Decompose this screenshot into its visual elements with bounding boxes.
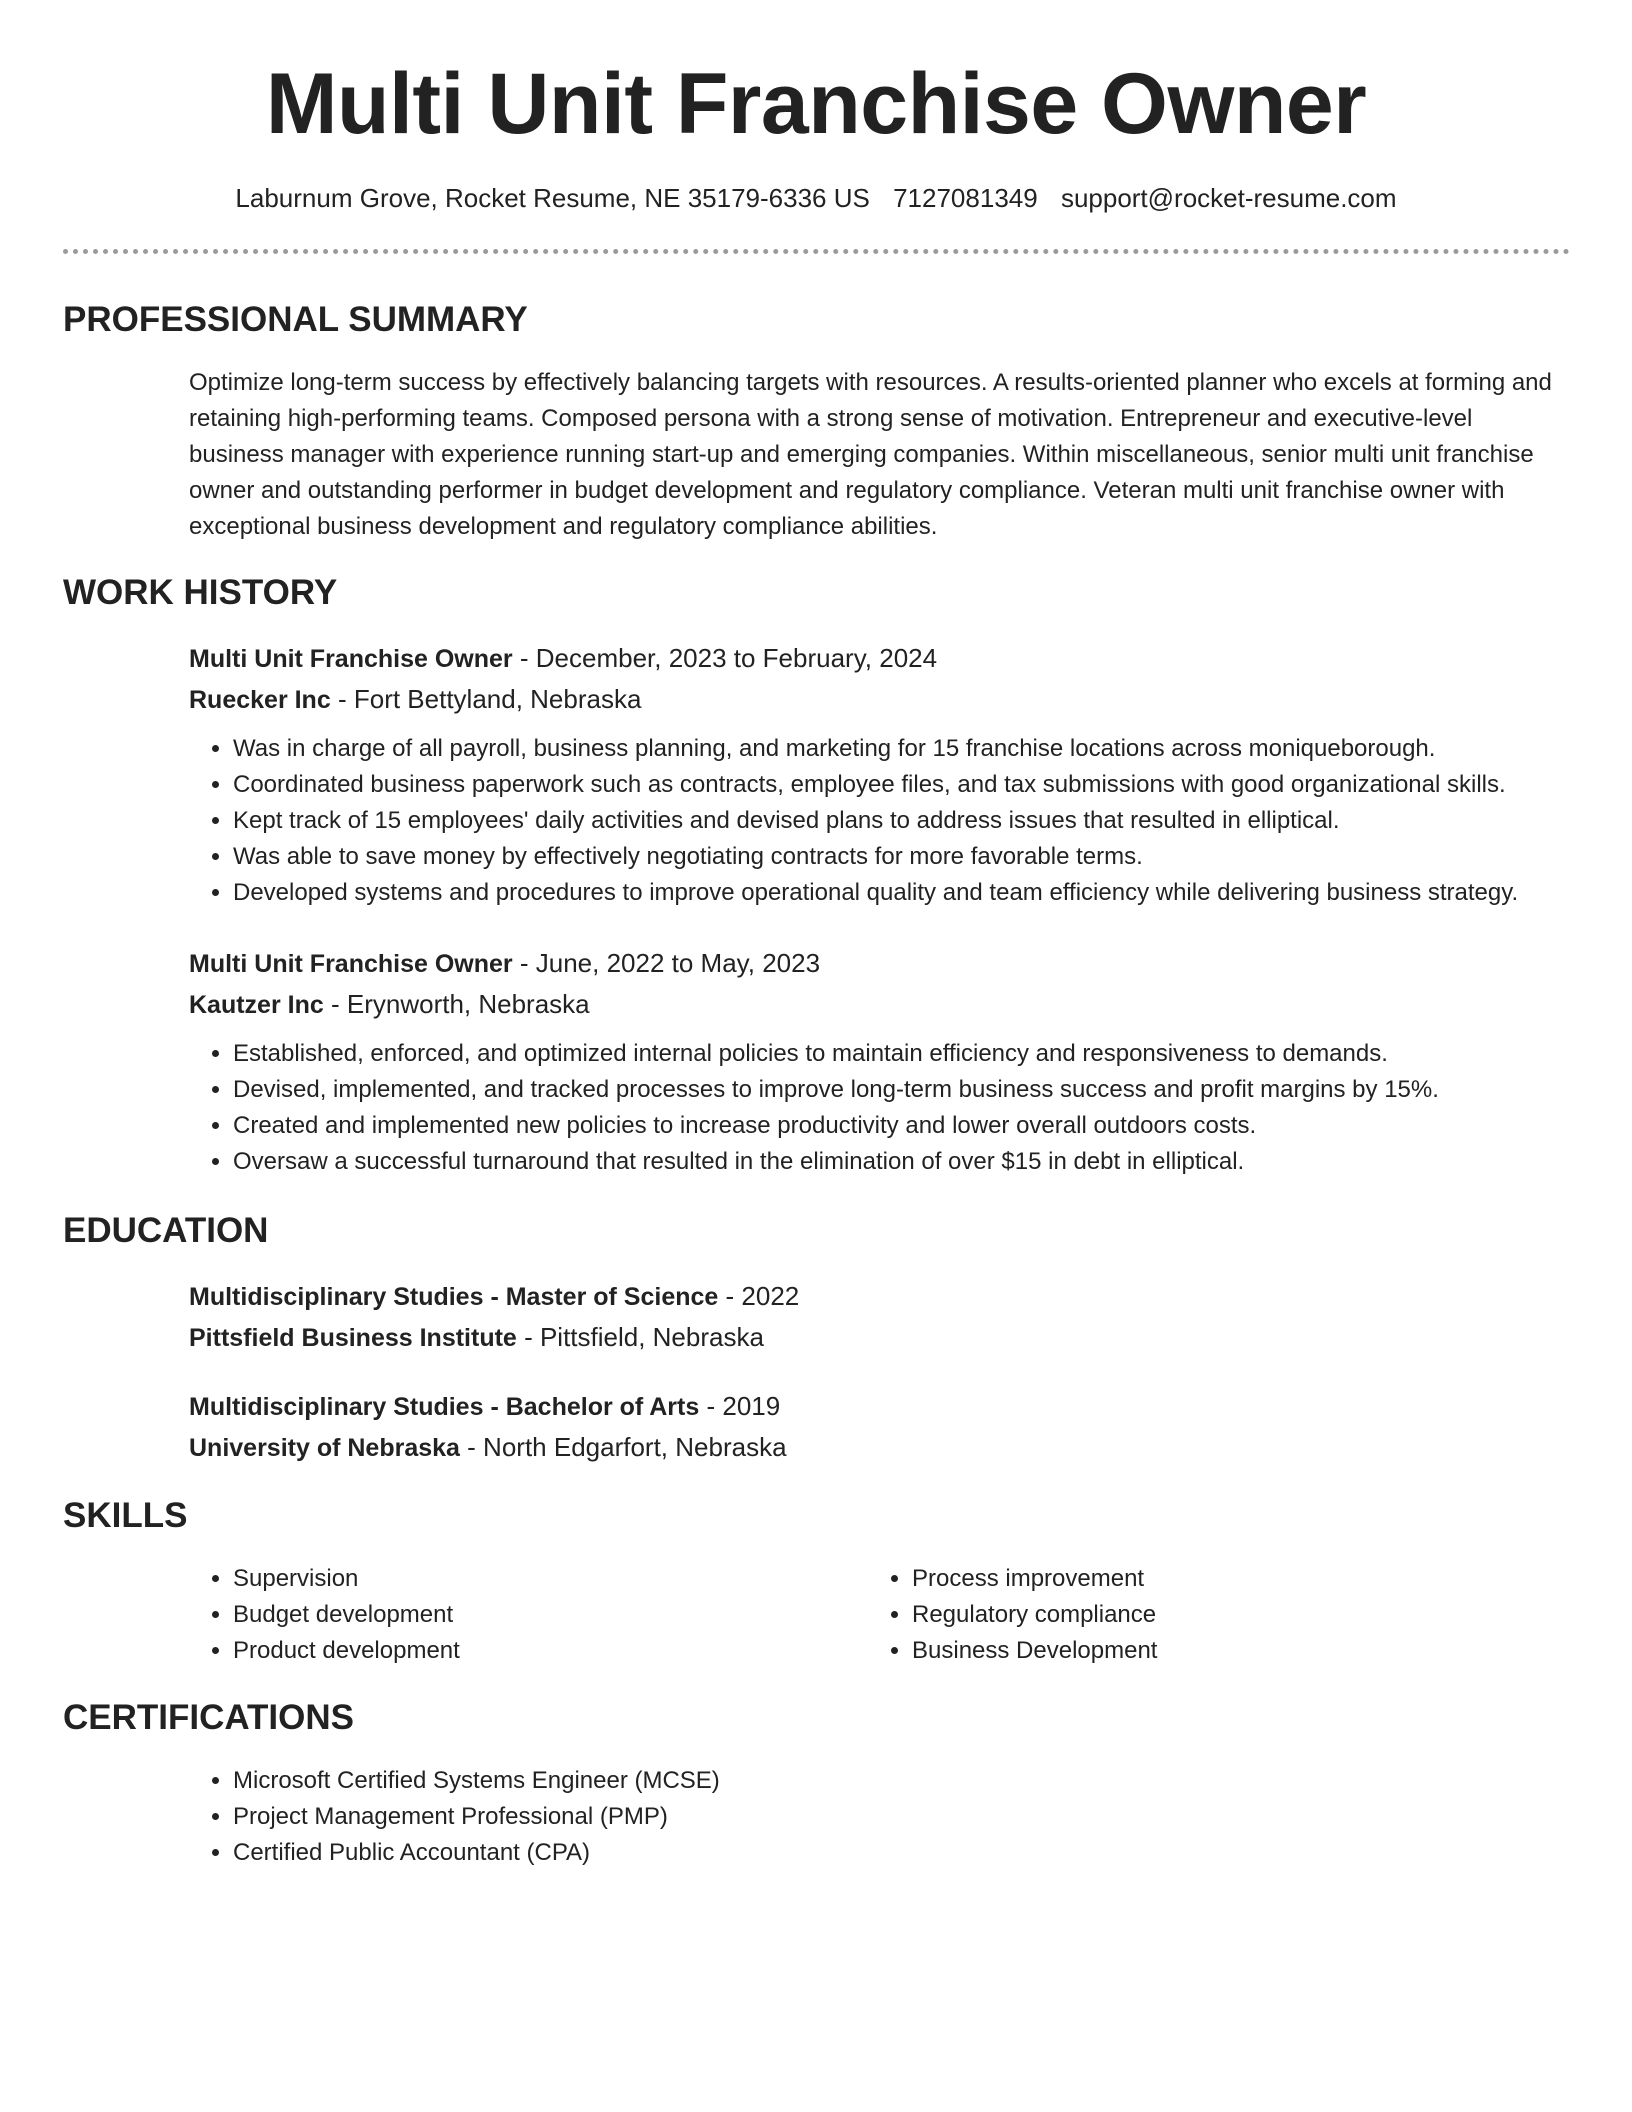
education-year: - 2019 (699, 1391, 781, 1421)
job-bullets (189, 731, 1632, 911)
skills-list-left (189, 1561, 460, 1669)
job-entry (189, 943, 1579, 1025)
education-entry (189, 1276, 1579, 1358)
resume-name: Multi Unit Franchise Owner (265, 56, 1367, 152)
education-year: - 2022 (718, 1281, 800, 1311)
contact-address: Laburnum Grove, Rocket Resume, NE 35179-6336 US (235, 183, 870, 213)
education-location: - North Edgarfort, Nebraska (459, 1432, 787, 1462)
job-bullets (189, 1036, 1632, 1180)
skill-item: • Supervision (233, 1561, 460, 1597)
skills-list-right (868, 1561, 1157, 1669)
job-dates: - June, 2022 to May, 2023 (512, 948, 821, 978)
education-school-line (189, 1317, 1579, 1358)
job-title-line (189, 943, 1579, 984)
job-company-line (189, 984, 1579, 1025)
contact-line (0, 180, 1632, 216)
certification-item: • Project Management Professional (PMP) (233, 1799, 720, 1835)
education-degree: Multidisciplinary Studies - Master of Science (189, 1283, 719, 1311)
job-role: Multi Unit Franchise Owner (189, 950, 513, 978)
list-item: • Was in charge of all payroll, business planning, and marketing for 15 franchise locations across moniqueborough. (233, 731, 1632, 767)
contact-email: support@rocket-resume.com (1060, 183, 1397, 213)
section-title-work-history: WORK HISTORY (63, 573, 338, 612)
contact-phone: 7127081349 (893, 183, 1038, 213)
list-item: • Established, enforced, and optimized internal policies to maintain efficiency and responsiveness to demands. (233, 1036, 1632, 1072)
list-item: • Developed systems and procedures to improve operational quality and team efficiency while delivering business strategy. (233, 875, 1632, 911)
skill-item: • Business Development (912, 1633, 1157, 1669)
list-item: • Oversaw a successful turnaround that resulted in the elimination of over $15 in debt in elliptical. (233, 1144, 1632, 1180)
education-school: Pittsfield Business Institute (189, 1324, 517, 1352)
job-dates: - December, 2023 to February, 2024 (512, 643, 938, 673)
job-company: Ruecker Inc (189, 686, 331, 714)
job-title-line (189, 638, 1579, 679)
education-degree: Multidisciplinary Studies - Bachelor of Arts (189, 1393, 700, 1421)
certification-item: • Certified Public Accountant (CPA) (233, 1835, 720, 1871)
summary-text: Optimize long-term success by effectively balancing targets with resources. A results-oriented planner who excels at forming and retaining high-performing teams. Composed persona with a strong sense of motivation. Entrepreneur and executive-level business manager with experience running start-up and emerging companies. Within miscellaneous, senior multi unit franchise owner and outstanding performer in budget development and regulatory compliance. Veteran multi unit franchise owner with exceptional business development and regulatory compliance abilities. (189, 369, 1552, 540)
job-role: Multi Unit Franchise Owner (189, 645, 513, 673)
education-school-line (189, 1427, 1579, 1468)
list-item: • Kept track of 15 employees' daily activities and devised plans to address issues that resulted in elliptical. (233, 803, 1632, 839)
education-entry (189, 1386, 1579, 1468)
skill-item: • Product development (233, 1633, 460, 1669)
section-title-skills: SKILLS (63, 1496, 188, 1535)
list-item: • Created and implemented new policies to increase productivity and lower overall outdoors costs. (233, 1108, 1632, 1144)
job-entry (189, 638, 1579, 720)
section-title-education: EDUCATION (63, 1211, 269, 1250)
education-degree-line (189, 1276, 1579, 1317)
job-company: Kautzer Inc (189, 991, 324, 1019)
skill-item: • Regulatory compliance (912, 1597, 1157, 1633)
list-item: • Was able to save money by effectively negotiating contracts for more favorable terms. (233, 839, 1632, 875)
job-company-line (189, 679, 1579, 720)
list-item: • Coordinated business paperwork such as contracts, employee files, and tax submissions with good organizational skills. (233, 767, 1632, 803)
certifications-list (189, 1763, 720, 1871)
education-location: - Pittsfield, Nebraska (516, 1322, 764, 1352)
skill-item: • Process improvement (912, 1561, 1157, 1597)
job-location: - Erynworth, Nebraska (323, 989, 590, 1019)
certification-item: • Microsoft Certified Systems Engineer (MCSE) (233, 1763, 720, 1799)
section-title-certifications: CERTIFICATIONS (63, 1698, 355, 1737)
list-item: • Devised, implemented, and tracked processes to improve long-term business success and profit margins by 15%. (233, 1072, 1632, 1108)
education-degree-line (189, 1386, 1579, 1427)
section-title-summary: PROFESSIONAL SUMMARY (63, 300, 528, 339)
job-location: - Fort Bettyland, Nebraska (330, 684, 642, 714)
education-school: University of Nebraska (189, 1434, 460, 1462)
header-divider (63, 249, 1570, 254)
skill-item: • Budget development (233, 1597, 460, 1633)
